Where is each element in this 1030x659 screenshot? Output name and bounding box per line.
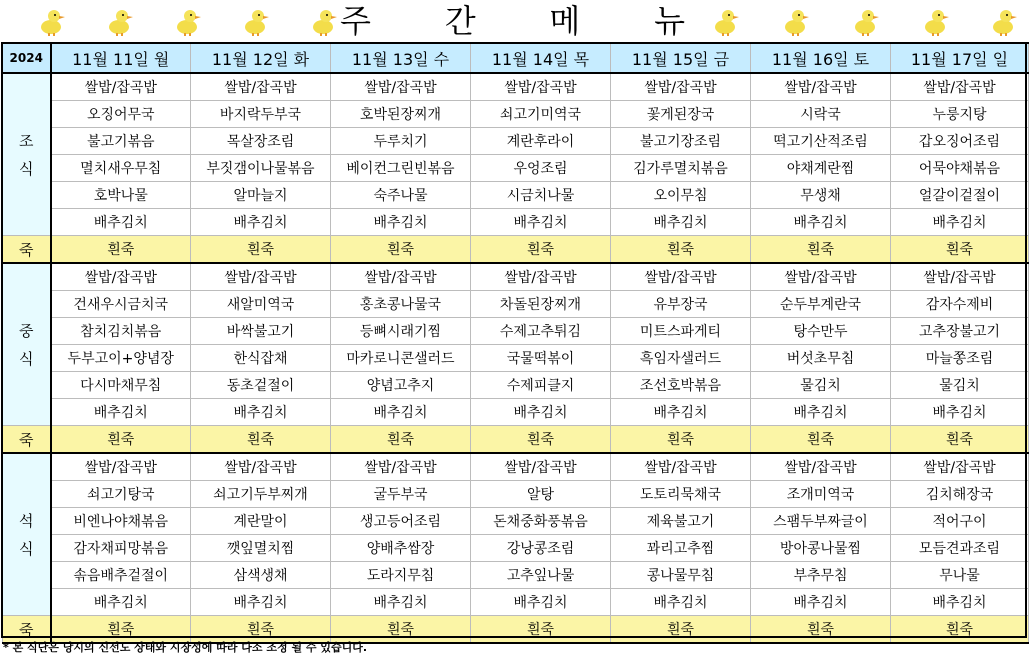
menu-item: 멸치새우무침 [51, 155, 191, 182]
menu-item: 호박된장찌개 [331, 101, 471, 128]
menu-row [3, 101, 1029, 128]
menu-item: 모듬견과조림 [891, 535, 1029, 562]
menu-item: 배추김치 [891, 589, 1029, 616]
date-header: 11월 13일 수 [331, 43, 471, 73]
menu-item: 쌀밥/잡곡밥 [471, 263, 611, 291]
menu-item: 물김치 [751, 372, 891, 399]
meal-label-char: 석 [19, 511, 34, 530]
date-header: 11월 15일 금 [611, 43, 751, 73]
weekly-menu-table [2, 42, 1029, 644]
menu-item: 참치김치볶음 [51, 318, 191, 345]
date-header: 11월 11일 월 [51, 43, 191, 73]
menu-row [3, 128, 1029, 155]
duck-icon [990, 6, 1018, 36]
porridge-row [3, 426, 1029, 454]
menu-item: 쇠고기두부찌개 [191, 481, 331, 508]
menu-item: 배추김치 [471, 399, 611, 426]
menu-item: 수제피클지 [471, 372, 611, 399]
menu-item: 배추김치 [51, 399, 191, 426]
menu-item: 쌀밥/잡곡밥 [331, 263, 471, 291]
menu-item: 감자채피망볶음 [51, 535, 191, 562]
title-char: 메 [549, 2, 581, 40]
menu-item: 김치해장국 [891, 481, 1029, 508]
menu-item: 불고기볶음 [51, 128, 191, 155]
menu-item: 순두부계란국 [751, 291, 891, 318]
menu-item: 등뼈시래기찜 [331, 318, 471, 345]
meal-label-text [19, 507, 34, 563]
menu-row [3, 562, 1029, 589]
menu-item: 부짓갬이나물볶음 [191, 155, 331, 182]
porridge-item: 흰죽 [331, 616, 471, 644]
meal-label-char: 조 [19, 131, 34, 150]
footnote: * 본 식단은 당시의 신선도 상태와 시장성에 따라 다소 조정 될 수 있습니다. [3, 641, 368, 654]
menu-item: 쇠고기미역국 [471, 101, 611, 128]
duck-icon [38, 6, 66, 36]
porridge-item: 흰죽 [51, 236, 191, 264]
menu-item: 쌀밥/잡곡밥 [191, 73, 331, 101]
duck-icon [310, 6, 338, 36]
menu-item: 숙주나물 [331, 182, 471, 209]
menu-item: 삼색생채 [191, 562, 331, 589]
menu-item: 불고기장조림 [611, 128, 751, 155]
menu-item: 배추김치 [51, 589, 191, 616]
date-header: 11월 16일 토 [751, 43, 891, 73]
menu-item: 배추김치 [751, 589, 891, 616]
meal-label-char: 식 [19, 349, 34, 368]
menu-item: 부추무침 [751, 562, 891, 589]
porridge-item: 흰죽 [611, 236, 751, 264]
meal-label [3, 263, 51, 426]
menu-item: 마늘쫑조림 [891, 345, 1029, 372]
menu-item: 흑임자샐러드 [611, 345, 751, 372]
menu-item: 콩나물무침 [611, 562, 751, 589]
date-header: 11월 17일 일 [891, 43, 1029, 73]
date-header: 11월 14일 목 [471, 43, 611, 73]
menu-item: 배추김치 [751, 399, 891, 426]
menu-row [3, 318, 1029, 345]
menu-row [3, 209, 1029, 236]
menu-item: 쌀밥/잡곡밥 [331, 453, 471, 481]
porridge-item: 흰죽 [611, 616, 751, 644]
duck-icon [106, 6, 134, 36]
menu-item: 물김치 [891, 372, 1029, 399]
menu-item: 두부고이+양념장 [51, 345, 191, 372]
menu-item: 갑오징어조림 [891, 128, 1029, 155]
menu-item: 배추김치 [891, 399, 1029, 426]
porridge-item: 흰죽 [751, 426, 891, 454]
menu-row [3, 508, 1029, 535]
meal-label-char: 식 [19, 539, 34, 558]
duck-icon [922, 6, 950, 36]
menu-item: 무생채 [751, 182, 891, 209]
menu-item: 쌀밥/잡곡밥 [191, 453, 331, 481]
menu-item: 오이무침 [611, 182, 751, 209]
page-title [340, 2, 685, 40]
porridge-label: 죽 [3, 236, 51, 264]
menu-item: 수제고추튀김 [471, 318, 611, 345]
menu-item: 베이컨그린빈볶음 [331, 155, 471, 182]
menu-item: 알마늘지 [191, 182, 331, 209]
porridge-item: 흰죽 [891, 236, 1029, 264]
menu-row [3, 453, 1029, 481]
menu-item: 쌀밥/잡곡밥 [471, 453, 611, 481]
menu-item: 쌀밥/잡곡밥 [891, 73, 1029, 101]
menu-item: 얼갈이겉절이 [891, 182, 1029, 209]
porridge-label: 죽 [3, 426, 51, 454]
menu-item: 비엔나야채볶음 [51, 508, 191, 535]
menu-item: 다시마채무침 [51, 372, 191, 399]
porridge-label: 죽 [3, 616, 51, 644]
menu-item: 차돌된장찌개 [471, 291, 611, 318]
menu-row [3, 589, 1029, 616]
porridge-item: 흰죽 [891, 616, 1029, 644]
menu-item: 돈채중화풍볶음 [471, 508, 611, 535]
menu-item: 쌀밥/잡곡밥 [331, 73, 471, 101]
menu-item: 쌀밥/잡곡밥 [51, 453, 191, 481]
menu-item: 쌀밥/잡곡밥 [751, 73, 891, 101]
menu-item: 시락국 [751, 101, 891, 128]
porridge-item: 흰죽 [51, 616, 191, 644]
menu-item: 조선호박볶음 [611, 372, 751, 399]
menu-item: 홍초콩나물국 [331, 291, 471, 318]
menu-item: 바싹불고기 [191, 318, 331, 345]
title-char: 주 [340, 2, 371, 40]
menu-item: 생고등어조림 [331, 508, 471, 535]
menu-item: 조개미역국 [751, 481, 891, 508]
menu-item: 배추김치 [331, 399, 471, 426]
menu-item: 솎음배추겉절이 [51, 562, 191, 589]
menu-item: 새알미역국 [191, 291, 331, 318]
duck-icon [174, 6, 202, 36]
menu-item: 스팸두부짜글이 [751, 508, 891, 535]
menu-item: 배추김치 [611, 209, 751, 236]
title-bar [0, 0, 1030, 42]
menu-item: 적어구이 [891, 508, 1029, 535]
menu-item: 목살장조림 [191, 128, 331, 155]
menu-item: 꽈리고추찜 [611, 535, 751, 562]
menu-item: 호박나물 [51, 182, 191, 209]
meal-label-char: 식 [19, 159, 34, 178]
porridge-item: 흰죽 [191, 426, 331, 454]
menu-row [3, 372, 1029, 399]
menu-item: 미트스파게티 [611, 318, 751, 345]
menu-item: 깻잎멸치찜 [191, 535, 331, 562]
menu-item: 배추김치 [191, 589, 331, 616]
menu-item: 쌀밥/잡곡밥 [751, 263, 891, 291]
menu-item: 계란말이 [191, 508, 331, 535]
porridge-item: 흰죽 [751, 616, 891, 644]
menu-item: 쌀밥/잡곡밥 [611, 453, 751, 481]
title-char: 뉴 [654, 2, 685, 40]
menu-item: 쌀밥/잡곡밥 [611, 73, 751, 101]
menu-item: 쌀밥/잡곡밥 [471, 73, 611, 101]
menu-item: 마카로니콘샐러드 [331, 345, 471, 372]
header-row [3, 43, 1029, 73]
menu-item: 쌀밥/잡곡밥 [611, 263, 751, 291]
date-header: 11월 12일 화 [191, 43, 331, 73]
menu-item: 배추김치 [611, 589, 751, 616]
meal-label-text [19, 127, 34, 183]
menu-row [3, 345, 1029, 372]
menu-item: 쌀밥/잡곡밥 [51, 73, 191, 101]
porridge-item: 흰죽 [191, 616, 331, 644]
menu-item: 알탕 [471, 481, 611, 508]
menu-item: 두루치기 [331, 128, 471, 155]
menu-item: 양배추쌈장 [331, 535, 471, 562]
porridge-row [3, 236, 1029, 264]
menu-item: 한식잡채 [191, 345, 331, 372]
menu-item: 쌀밥/잡곡밥 [891, 453, 1029, 481]
porridge-item: 흰죽 [471, 236, 611, 264]
menu-item: 건새우시금치국 [51, 291, 191, 318]
menu-row [3, 263, 1029, 291]
menu-row [3, 155, 1029, 182]
meal-label-char: 중 [19, 321, 34, 340]
menu-row [3, 291, 1029, 318]
porridge-item: 흰죽 [891, 426, 1029, 454]
menu-item: 누룽지탕 [891, 101, 1029, 128]
menu-item: 배추김치 [191, 399, 331, 426]
menu-item: 계란후라이 [471, 128, 611, 155]
menu-item: 배추김치 [751, 209, 891, 236]
menu-item: 바지락두부국 [191, 101, 331, 128]
menu-item: 배추김치 [331, 589, 471, 616]
menu-item: 어묵야채볶음 [891, 155, 1029, 182]
menu-item: 강낭콩조림 [471, 535, 611, 562]
duck-icon [712, 6, 740, 36]
porridge-item: 흰죽 [471, 426, 611, 454]
duck-icon [242, 6, 270, 36]
porridge-item: 흰죽 [51, 426, 191, 454]
menu-item: 굴두부국 [331, 481, 471, 508]
duck-icon [852, 6, 880, 36]
porridge-item: 흰죽 [191, 236, 331, 264]
menu-item: 동초겉절이 [191, 372, 331, 399]
menu-item: 떡고기산적조림 [751, 128, 891, 155]
menu-item: 도토리묵채국 [611, 481, 751, 508]
porridge-item: 흰죽 [471, 616, 611, 644]
year-cell: 2024 [3, 43, 51, 73]
menu-item: 버섯초무침 [751, 345, 891, 372]
menu-item: 도라지무침 [331, 562, 471, 589]
menu-item: 배추김치 [611, 399, 751, 426]
menu-item: 제육불고기 [611, 508, 751, 535]
menu-item: 꽃게된장국 [611, 101, 751, 128]
menu-item: 김가루멸치볶음 [611, 155, 751, 182]
meal-label [3, 73, 51, 236]
menu-item: 탕수만두 [751, 318, 891, 345]
menu-item: 유부장국 [611, 291, 751, 318]
menu-row [3, 182, 1029, 209]
duck-icon [782, 6, 810, 36]
menu-item: 오징어무국 [51, 101, 191, 128]
menu-item: 배추김치 [891, 209, 1029, 236]
menu-item: 쌀밥/잡곡밥 [891, 263, 1029, 291]
porridge-row [3, 616, 1029, 644]
menu-item: 쌀밥/잡곡밥 [51, 263, 191, 291]
porridge-item: 흰죽 [611, 426, 751, 454]
menu-row [3, 481, 1029, 508]
title-char: 간 [444, 2, 476, 40]
menu-item: 배추김치 [191, 209, 331, 236]
menu-item: 배추김치 [471, 589, 611, 616]
menu-item: 쇠고기탕국 [51, 481, 191, 508]
menu-item: 방아콩나물찜 [751, 535, 891, 562]
menu-item: 우엉조림 [471, 155, 611, 182]
menu-item: 시금치나물 [471, 182, 611, 209]
menu-item: 쌀밥/잡곡밥 [751, 453, 891, 481]
menu-row [3, 73, 1029, 101]
menu-item: 배추김치 [471, 209, 611, 236]
menu-item: 양념고추지 [331, 372, 471, 399]
porridge-item: 흰죽 [331, 236, 471, 264]
menu-item: 고추잎나물 [471, 562, 611, 589]
menu-item: 고추장불고기 [891, 318, 1029, 345]
menu-item: 쌀밥/잡곡밥 [191, 263, 331, 291]
menu-item: 배추김치 [331, 209, 471, 236]
meal-label [3, 453, 51, 616]
porridge-item: 흰죽 [751, 236, 891, 264]
menu-item: 야채계란찜 [751, 155, 891, 182]
menu-item: 무나물 [891, 562, 1029, 589]
porridge-item: 흰죽 [331, 426, 471, 454]
menu-item: 감자수제비 [891, 291, 1029, 318]
menu-row [3, 399, 1029, 426]
menu-item: 국물떡볶이 [471, 345, 611, 372]
meal-label-text [19, 317, 34, 373]
menu-item: 배추김치 [51, 209, 191, 236]
menu-row [3, 535, 1029, 562]
